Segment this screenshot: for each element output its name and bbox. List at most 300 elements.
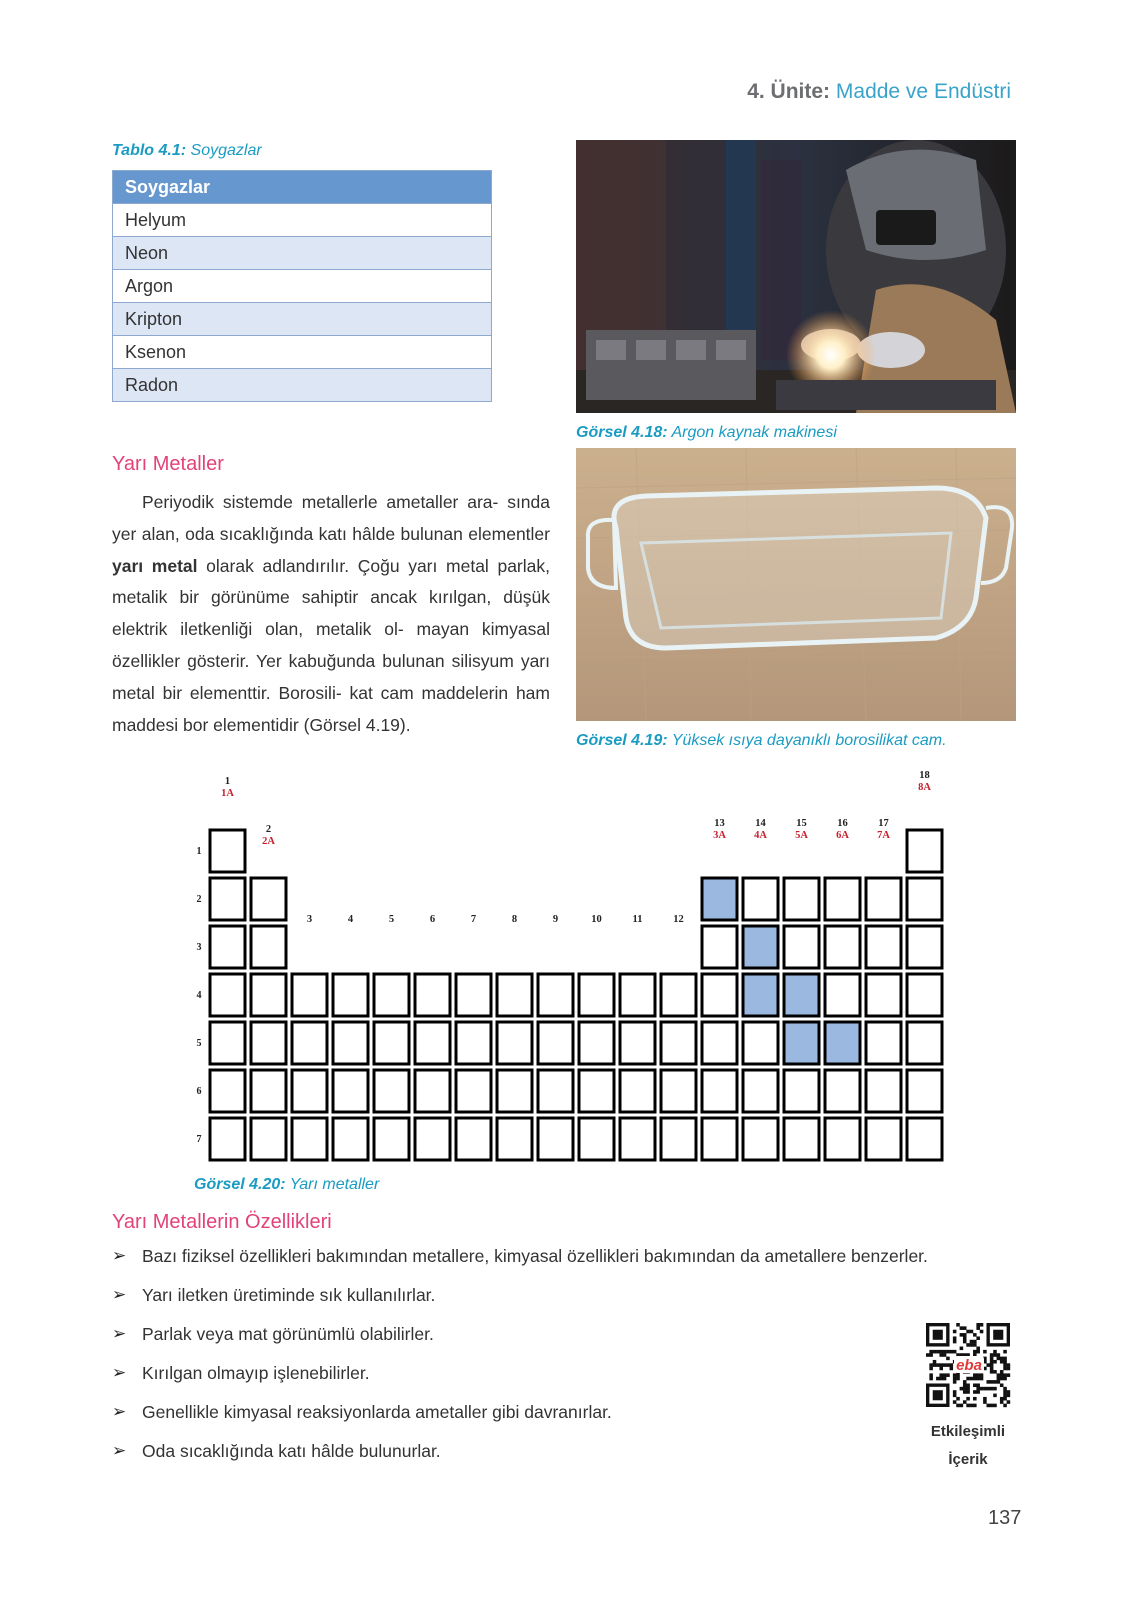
qr-module	[960, 1347, 964, 1351]
qr-module	[973, 1404, 977, 1408]
element-cell	[702, 1022, 737, 1064]
qr-module	[986, 1404, 990, 1408]
paragraph-text: Periyodik sistemde metallerle ametaller ara- sında yer alan, oda sıcaklığında katı hâlde bulunan elementler	[112, 492, 550, 544]
arrow-icon: ➢	[112, 1324, 127, 1343]
element-cell	[702, 1070, 737, 1112]
element-cell	[702, 974, 737, 1016]
figure-caption-4-18	[576, 424, 837, 442]
qr-module	[993, 1380, 997, 1384]
list-item-text: Bazı fiziksel özellikleri bakımından metallere, kimyasal özellikleri bakımından da ametallere benzerler.	[142, 1246, 928, 1266]
qr-module	[939, 1367, 943, 1371]
qr-module	[939, 1363, 943, 1367]
group-number: 7	[470, 914, 477, 925]
list-item	[112, 1324, 928, 1363]
qr-module	[956, 1397, 960, 1401]
group-number: 15	[796, 818, 807, 829]
element-cell	[251, 926, 286, 968]
qr-module	[943, 1377, 947, 1381]
group-letter: 2A	[262, 836, 275, 847]
element-cell	[210, 1070, 245, 1112]
qr-module	[997, 1353, 1001, 1357]
qr-module	[976, 1390, 980, 1394]
group-letter: 3A	[713, 830, 726, 841]
qr-module	[1003, 1367, 1007, 1371]
arrow-icon: ➢	[112, 1363, 127, 1382]
qr-module	[1000, 1400, 1004, 1404]
qr-module	[936, 1377, 940, 1381]
noble-gases-table	[112, 170, 492, 402]
element-cell	[374, 1022, 409, 1064]
qr-module	[966, 1383, 970, 1387]
qr-module	[963, 1380, 967, 1384]
qr-module	[953, 1336, 957, 1340]
qr-module	[939, 1377, 943, 1381]
element-cell	[456, 1022, 491, 1064]
qr-module	[993, 1350, 997, 1354]
qr-module	[976, 1323, 980, 1327]
qr-module	[963, 1340, 967, 1344]
section-title-metalloids: Yarı Metaller	[112, 453, 224, 475]
arrow-icon: ➢	[112, 1246, 127, 1265]
element-cell	[456, 974, 491, 1016]
qr-module	[929, 1377, 933, 1381]
qr-module	[963, 1336, 967, 1340]
qr-module	[936, 1350, 940, 1354]
list-item-text: Genellikle kimyasal reaksiyonlarda ametaller gibi davranırlar.	[142, 1402, 612, 1422]
qr-module	[976, 1383, 980, 1387]
list-item	[112, 1363, 928, 1402]
qr-module	[980, 1330, 984, 1334]
qr-module	[973, 1343, 977, 1347]
qr-finder-icon	[933, 1330, 943, 1340]
element-cell	[251, 974, 286, 1016]
qr-module	[1003, 1357, 1007, 1361]
element-cell	[497, 1118, 532, 1160]
qr-module	[993, 1360, 997, 1364]
qr-module	[966, 1387, 970, 1391]
list-item-text: Oda sıcaklığında katı hâlde bulunurlar.	[142, 1441, 441, 1461]
qr-module	[953, 1380, 957, 1384]
qr-module	[960, 1404, 964, 1408]
group-number: 9	[552, 914, 559, 925]
group-number: 8	[511, 914, 518, 925]
figure-caption-label: Görsel 4.18:	[576, 424, 668, 441]
element-cell	[251, 878, 286, 920]
qr-code[interactable]	[926, 1323, 1010, 1407]
qr-module	[963, 1390, 967, 1394]
qr-module	[963, 1400, 967, 1404]
element-cell	[374, 1070, 409, 1112]
group-number: 1	[224, 776, 231, 787]
figure-caption-4-20	[194, 1176, 379, 1194]
qr-module	[983, 1350, 987, 1354]
group-letter: 5A	[795, 830, 808, 841]
qr-module	[1007, 1390, 1011, 1394]
qr-module	[933, 1360, 937, 1364]
group-number: 4	[347, 914, 354, 925]
element-cell	[497, 974, 532, 1016]
figure-caption-label: Görsel 4.19:	[576, 732, 668, 749]
element-cell	[866, 926, 901, 968]
qr-module	[929, 1353, 933, 1357]
list-item-text: Kırılgan olmayıp işlenebilirler.	[142, 1363, 370, 1383]
qr-module	[970, 1340, 974, 1344]
qr-module	[953, 1394, 957, 1398]
period-number: 1	[196, 846, 202, 857]
qr-module	[936, 1363, 940, 1367]
qr-module	[970, 1377, 974, 1381]
qr-module	[990, 1370, 994, 1374]
qr-module	[990, 1367, 994, 1371]
periodic-table-metalloids	[196, 770, 956, 1170]
qr-module	[993, 1353, 997, 1357]
qr-module	[966, 1404, 970, 1408]
period-number: 2	[196, 894, 202, 905]
group-number: 16	[837, 818, 848, 829]
qr-module	[956, 1323, 960, 1327]
qr-module	[966, 1377, 970, 1381]
qr-module	[993, 1394, 997, 1398]
element-cell	[825, 878, 860, 920]
qr-module	[946, 1373, 950, 1377]
qr-module	[966, 1390, 970, 1394]
qr-module	[953, 1350, 957, 1354]
eba-logo: eba	[956, 1357, 982, 1374]
qr-module	[950, 1363, 954, 1367]
element-cell	[784, 1070, 819, 1112]
period-number: 5	[196, 1038, 202, 1049]
qr-module	[926, 1353, 930, 1357]
qr-module	[1000, 1383, 1004, 1387]
qr-module	[973, 1383, 977, 1387]
element-cell	[907, 878, 942, 920]
element-cell	[907, 830, 942, 872]
qr-module	[939, 1373, 943, 1377]
element-cell	[743, 1022, 778, 1064]
element-cell	[538, 974, 573, 1016]
metalloid-cell	[784, 1022, 819, 1064]
qr-module	[946, 1357, 950, 1361]
table-caption-text: Soygazlar	[190, 142, 262, 159]
element-cell	[538, 1070, 573, 1112]
qr-module	[966, 1330, 970, 1334]
qr-module	[976, 1347, 980, 1351]
qr-module	[1003, 1390, 1007, 1394]
group-number: 10	[591, 914, 602, 925]
unit-header	[747, 80, 1011, 104]
element-cell	[538, 1118, 573, 1160]
qr-module	[946, 1350, 950, 1354]
qr-module	[1003, 1373, 1007, 1377]
figure-caption-text: Argon kaynak makinesi	[671, 424, 837, 441]
element-cell	[661, 1070, 696, 1112]
qr-module	[1000, 1377, 1004, 1381]
qr-module	[990, 1380, 994, 1384]
qr-module	[929, 1367, 933, 1371]
element-cell	[415, 1118, 450, 1160]
element-cell	[661, 974, 696, 1016]
element-cell	[784, 926, 819, 968]
qr-module	[980, 1323, 984, 1327]
qr-module	[973, 1333, 977, 1337]
qr-module	[1007, 1394, 1011, 1398]
table-header: Soygazlar	[113, 171, 492, 204]
qr-module	[956, 1404, 960, 1408]
list-item-text: Parlak veya mat görünümlü olabilirler.	[142, 1324, 434, 1344]
metalloid-cell	[743, 974, 778, 1016]
element-cell	[866, 878, 901, 920]
list-item	[112, 1441, 928, 1480]
table-row: Radon	[113, 369, 492, 402]
qr-module	[1003, 1350, 1007, 1354]
qr-module	[993, 1387, 997, 1391]
element-cell	[251, 1022, 286, 1064]
period-number: 4	[196, 990, 202, 1001]
element-cell	[497, 1070, 532, 1112]
qr-module	[976, 1326, 980, 1330]
element-cell	[784, 1118, 819, 1160]
element-cell	[415, 974, 450, 1016]
qr-module	[990, 1404, 994, 1408]
qr-module	[1003, 1377, 1007, 1381]
qr-module	[939, 1353, 943, 1357]
element-cell	[743, 1070, 778, 1112]
element-cell	[210, 926, 245, 968]
element-cell	[620, 1022, 655, 1064]
qr-module	[973, 1397, 977, 1401]
element-cell	[333, 1118, 368, 1160]
qr-module	[973, 1340, 977, 1344]
element-cell	[415, 1070, 450, 1112]
qr-label-line: İçerik	[948, 1451, 988, 1468]
group-letter: 1A	[221, 788, 234, 799]
element-cell	[210, 878, 245, 920]
element-cell	[292, 1022, 327, 1064]
qr-module	[1000, 1373, 1004, 1377]
element-cell	[825, 1118, 860, 1160]
qr-module	[1003, 1397, 1007, 1401]
qr-module	[1003, 1360, 1007, 1364]
qr-module	[1000, 1397, 1004, 1401]
element-cell	[456, 1070, 491, 1112]
qr-module	[1007, 1373, 1011, 1377]
period-number: 3	[196, 942, 202, 953]
element-cell	[661, 1022, 696, 1064]
qr-module	[960, 1326, 964, 1330]
qr-module	[963, 1333, 967, 1337]
group-number: 13	[714, 818, 725, 829]
group-number: 11	[632, 914, 643, 925]
element-cell	[907, 1022, 942, 1064]
table-row: Argon	[113, 270, 492, 303]
qr-module	[976, 1387, 980, 1391]
qr-module	[956, 1377, 960, 1381]
qr-module	[943, 1363, 947, 1367]
qr-module	[953, 1400, 957, 1404]
qr-module	[986, 1380, 990, 1384]
qr-module	[950, 1367, 954, 1371]
group-number: 12	[673, 914, 684, 925]
qr-module	[973, 1350, 977, 1354]
element-cell	[907, 974, 942, 1016]
element-cell	[292, 1118, 327, 1160]
period-number: 7	[196, 1134, 202, 1145]
qr-module	[933, 1363, 937, 1367]
group-letter: 8A	[918, 782, 931, 793]
group-number: 6	[429, 914, 436, 925]
unit-number: 4. Ünite:	[747, 80, 831, 103]
element-cell	[866, 974, 901, 1016]
element-cell	[907, 926, 942, 968]
qr-module	[970, 1330, 974, 1334]
qr-module	[1007, 1363, 1011, 1367]
element-cell	[251, 1118, 286, 1160]
element-cell	[210, 1118, 245, 1160]
table-row: Neon	[113, 237, 492, 270]
section-title-properties: Yarı Metallerin Özellikleri	[112, 1211, 332, 1233]
list-item	[112, 1402, 928, 1441]
element-cell	[333, 1070, 368, 1112]
qr-module	[953, 1340, 957, 1344]
qr-module	[970, 1343, 974, 1347]
qr-module	[997, 1357, 1001, 1361]
element-cell	[825, 974, 860, 1016]
figure-caption-text: Yarı metaller	[289, 1176, 380, 1193]
qr-module	[929, 1363, 933, 1367]
group-number: 5	[388, 914, 395, 925]
qr-module	[1007, 1367, 1011, 1371]
element-cell	[620, 1070, 655, 1112]
qr-module	[976, 1336, 980, 1340]
qr-module	[963, 1387, 967, 1391]
qr-module	[953, 1390, 957, 1394]
figure-caption-label: Görsel 4.20:	[194, 1176, 286, 1193]
element-cell	[210, 1022, 245, 1064]
qr-label	[920, 1418, 1016, 1474]
qr-module	[993, 1404, 997, 1408]
element-cell	[497, 1022, 532, 1064]
qr-module	[933, 1350, 937, 1354]
group-letter: 7A	[877, 830, 890, 841]
qr-module	[953, 1330, 957, 1334]
figure-caption-4-19	[576, 732, 947, 750]
element-cell	[333, 974, 368, 1016]
paragraph-bold: yarı metal	[112, 555, 198, 576]
qr-module	[986, 1363, 990, 1367]
element-cell	[743, 1118, 778, 1160]
qr-label-line: Etkileşimli	[930, 1423, 1006, 1440]
qr-module	[943, 1373, 947, 1377]
qr-module	[953, 1377, 957, 1381]
list-item	[112, 1285, 928, 1324]
element-cell	[825, 926, 860, 968]
qr-module	[960, 1387, 964, 1391]
qr-module	[983, 1400, 987, 1404]
metalloid-cell	[743, 926, 778, 968]
qr-module	[1007, 1400, 1011, 1404]
metalloid-cell	[784, 974, 819, 1016]
element-cell	[866, 1022, 901, 1064]
element-cell	[702, 926, 737, 968]
properties-list	[112, 1246, 928, 1480]
qr-module	[950, 1350, 954, 1354]
qr-module	[976, 1377, 980, 1381]
qr-module	[1003, 1394, 1007, 1398]
qr-module	[990, 1353, 994, 1357]
table-row: Ksenon	[113, 336, 492, 369]
element-cell	[907, 1118, 942, 1160]
qr-module	[973, 1377, 977, 1381]
element-cell	[210, 974, 245, 1016]
arrow-icon: ➢	[112, 1441, 127, 1460]
qr-module	[1000, 1357, 1004, 1361]
qr-module	[946, 1363, 950, 1367]
element-cell	[292, 1070, 327, 1112]
welding-photo	[576, 140, 1016, 413]
metalloid-cell	[825, 1022, 860, 1064]
page-number: 137	[988, 1507, 1022, 1529]
element-cell	[456, 1118, 491, 1160]
element-cell	[866, 1118, 901, 1160]
group-number: 14	[755, 818, 766, 829]
qr-module	[1003, 1363, 1007, 1367]
qr-module	[980, 1377, 984, 1381]
element-cell	[620, 1118, 655, 1160]
element-cell	[825, 1070, 860, 1112]
qr-module	[966, 1343, 970, 1347]
figure-caption-text: Yüksek ısıya dayanıklı borosilikat cam.	[671, 732, 947, 749]
metalloid-cell	[702, 878, 737, 920]
qr-finder-icon	[993, 1330, 1003, 1340]
group-letter: 6A	[836, 830, 849, 841]
table-caption	[112, 142, 262, 160]
element-cell	[538, 1022, 573, 1064]
qr-module	[980, 1387, 984, 1391]
qr-module	[960, 1333, 964, 1337]
group-letter: 4A	[754, 830, 767, 841]
group-number: 18	[919, 770, 930, 781]
table-caption-label: Tablo 4.1:	[112, 142, 187, 159]
element-cell	[374, 974, 409, 1016]
element-cell	[907, 1070, 942, 1112]
element-cell	[784, 878, 819, 920]
arrow-icon: ➢	[112, 1402, 127, 1421]
qr-module	[990, 1357, 994, 1361]
qr-module	[939, 1350, 943, 1354]
element-cell	[661, 1118, 696, 1160]
qr-module	[973, 1390, 977, 1394]
element-cell	[210, 830, 245, 872]
qr-module	[1003, 1404, 1007, 1408]
qr-finder-icon	[933, 1390, 943, 1400]
element-cell	[415, 1022, 450, 1064]
period-number: 6	[196, 1086, 202, 1097]
qr-module	[943, 1350, 947, 1354]
qr-module	[1000, 1370, 1004, 1374]
qr-module	[997, 1380, 1001, 1384]
element-cell	[333, 1022, 368, 1064]
qr-module	[983, 1397, 987, 1401]
qr-module	[997, 1373, 1001, 1377]
element-cell	[251, 1070, 286, 1112]
unit-name: Madde ve Endüstri	[835, 80, 1011, 103]
qr-module	[990, 1387, 994, 1391]
table-row: Kripton	[113, 303, 492, 336]
qr-module	[943, 1353, 947, 1357]
group-number: 2	[265, 824, 272, 835]
element-cell	[579, 1022, 614, 1064]
qr-module	[963, 1326, 967, 1330]
